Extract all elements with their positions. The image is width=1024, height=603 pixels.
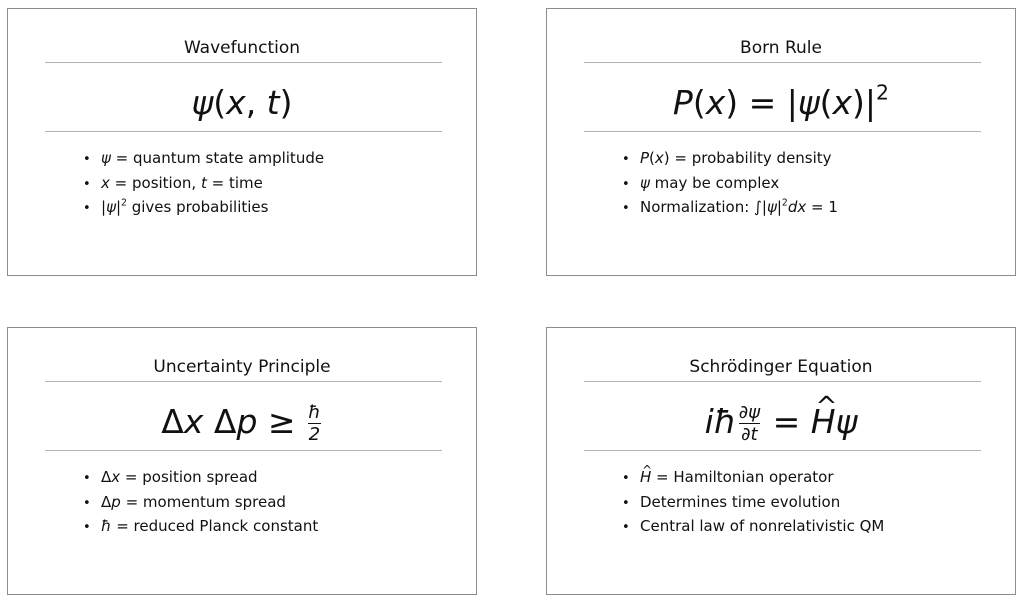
text-segment: ≥ bbox=[257, 402, 307, 441]
text-segment: = position, bbox=[109, 173, 201, 192]
card-born-rule bbox=[546, 8, 1016, 276]
text-segment: Determines time evolution bbox=[640, 492, 841, 511]
superscript: 2 bbox=[781, 197, 788, 209]
bullet-list bbox=[622, 465, 884, 539]
math-symbol: x bbox=[705, 83, 726, 122]
fraction bbox=[308, 403, 321, 444]
math-symbol: ψ bbox=[191, 83, 214, 122]
text-segment: Central law of nonrelativistic QM bbox=[640, 517, 885, 535]
hat-operator: ^ H bbox=[811, 400, 836, 444]
text-segment: = 1 bbox=[806, 198, 838, 216]
bullet-list bbox=[622, 146, 838, 220]
divider bbox=[584, 450, 981, 451]
text-segment: = bbox=[762, 402, 811, 441]
text-segment: ) = | bbox=[725, 83, 798, 122]
bullet-icon: • bbox=[622, 201, 630, 216]
superscript: 2 bbox=[876, 80, 890, 105]
formula bbox=[8, 400, 476, 444]
divider bbox=[584, 131, 981, 132]
text-segment: ( bbox=[692, 83, 706, 122]
text-segment: ( bbox=[649, 149, 655, 167]
divider bbox=[45, 62, 442, 63]
card-schrodinger-equation bbox=[546, 327, 1016, 595]
text-segment: Normalization: ∫| bbox=[640, 198, 767, 216]
text-segment: ( bbox=[819, 83, 833, 122]
math-symbol: ψ bbox=[101, 149, 111, 167]
card-title: Schrödinger Equation bbox=[689, 357, 873, 377]
math-symbol: p bbox=[111, 492, 121, 511]
text-segment: Δ bbox=[203, 402, 237, 441]
bullet-item bbox=[83, 171, 324, 196]
bullet-item bbox=[622, 490, 884, 515]
card-uncertainty-principle bbox=[7, 327, 477, 595]
text-segment: = position spread bbox=[120, 468, 258, 486]
math-symbol: P bbox=[640, 149, 650, 167]
numerator: ∂ψ bbox=[738, 401, 761, 423]
divider bbox=[45, 131, 442, 132]
bullet-list bbox=[83, 465, 318, 539]
math-symbol: x bbox=[654, 149, 664, 167]
bullet-icon: • bbox=[622, 176, 630, 192]
numerator: ħ bbox=[308, 401, 321, 423]
bullet-icon: • bbox=[83, 152, 91, 167]
bullet-item bbox=[83, 465, 318, 490]
math-symbol: ψ bbox=[106, 198, 116, 216]
text-segment: gives probabilities bbox=[126, 198, 269, 216]
text-segment: may be complex bbox=[649, 173, 780, 192]
text-segment: )| bbox=[852, 83, 877, 122]
math-symbol: p bbox=[236, 402, 258, 441]
math-symbol: x bbox=[183, 402, 204, 441]
superscript: 2 bbox=[121, 197, 127, 209]
bullet-item bbox=[83, 490, 318, 515]
card-title: Born Rule bbox=[740, 38, 822, 58]
divider bbox=[45, 450, 442, 451]
bullet-icon: • bbox=[83, 520, 91, 535]
text-segment: Δ bbox=[101, 468, 112, 486]
math-symbol: x bbox=[832, 83, 853, 122]
text-segment: ) bbox=[279, 83, 293, 122]
text-segment: Δ bbox=[161, 402, 184, 441]
bullet-icon: • bbox=[83, 176, 91, 192]
fraction bbox=[739, 403, 760, 444]
math-symbol: t bbox=[266, 83, 280, 122]
bullet-item bbox=[83, 195, 324, 220]
bullet-item bbox=[83, 146, 324, 171]
bullet-icon: • bbox=[622, 520, 630, 535]
math-symbol: x bbox=[111, 468, 121, 486]
text-segment: ( bbox=[213, 83, 227, 122]
bullet-icon: • bbox=[83, 495, 91, 511]
text-segment: = reduced Planck constant bbox=[111, 517, 319, 535]
bullet-item bbox=[622, 195, 838, 220]
bullet-item bbox=[622, 171, 838, 196]
bullet-icon: • bbox=[622, 152, 630, 167]
bullet-item bbox=[622, 146, 838, 171]
text-segment: ) = probability density bbox=[663, 149, 832, 167]
divider bbox=[584, 381, 981, 382]
card-title: Wavefunction bbox=[183, 38, 301, 58]
text-segment: = momentum spread bbox=[120, 492, 286, 511]
formula bbox=[547, 400, 1015, 444]
bullet-item bbox=[622, 465, 884, 490]
formula bbox=[547, 81, 1015, 125]
math-symbol: ψ bbox=[797, 83, 820, 122]
card-title: Uncertainty Principle bbox=[153, 357, 331, 377]
text-segment: , bbox=[245, 83, 267, 122]
bullet-icon: • bbox=[622, 495, 630, 511]
math-symbol: ψ bbox=[766, 198, 777, 216]
bullet-item bbox=[622, 514, 884, 539]
math-symbol: ψ bbox=[640, 173, 650, 192]
formula bbox=[8, 81, 476, 125]
text-segment: | bbox=[776, 198, 782, 216]
denominator: ∂t bbox=[741, 424, 758, 445]
math-symbol: x bbox=[226, 83, 246, 122]
hat-operator: ^ H bbox=[640, 465, 651, 489]
text-segment: = Hamiltonian operator bbox=[651, 468, 834, 486]
text-segment: Δ bbox=[101, 492, 112, 511]
bullet-icon: • bbox=[83, 201, 91, 216]
card-wavefunction bbox=[7, 8, 477, 276]
text-segment: | bbox=[101, 198, 107, 216]
bullet-item bbox=[83, 514, 318, 539]
math-symbol: x bbox=[101, 173, 110, 192]
text-segment: | bbox=[115, 198, 122, 216]
math-symbol: iħ bbox=[704, 402, 737, 441]
math-symbol: ψ bbox=[835, 402, 858, 441]
math-symbol: t bbox=[200, 173, 207, 192]
denominator: 2 bbox=[308, 424, 321, 445]
divider bbox=[45, 381, 442, 382]
bullet-icon: • bbox=[622, 471, 630, 486]
math-symbol: ħ bbox=[101, 517, 112, 535]
text-segment: = quantum state amplitude bbox=[110, 149, 325, 167]
text-segment: = time bbox=[206, 173, 263, 192]
bullet-icon: • bbox=[83, 471, 91, 486]
math-symbol: P bbox=[672, 83, 693, 122]
bullet-list bbox=[83, 146, 324, 220]
divider bbox=[584, 62, 981, 63]
math-symbol: dx bbox=[787, 198, 807, 216]
